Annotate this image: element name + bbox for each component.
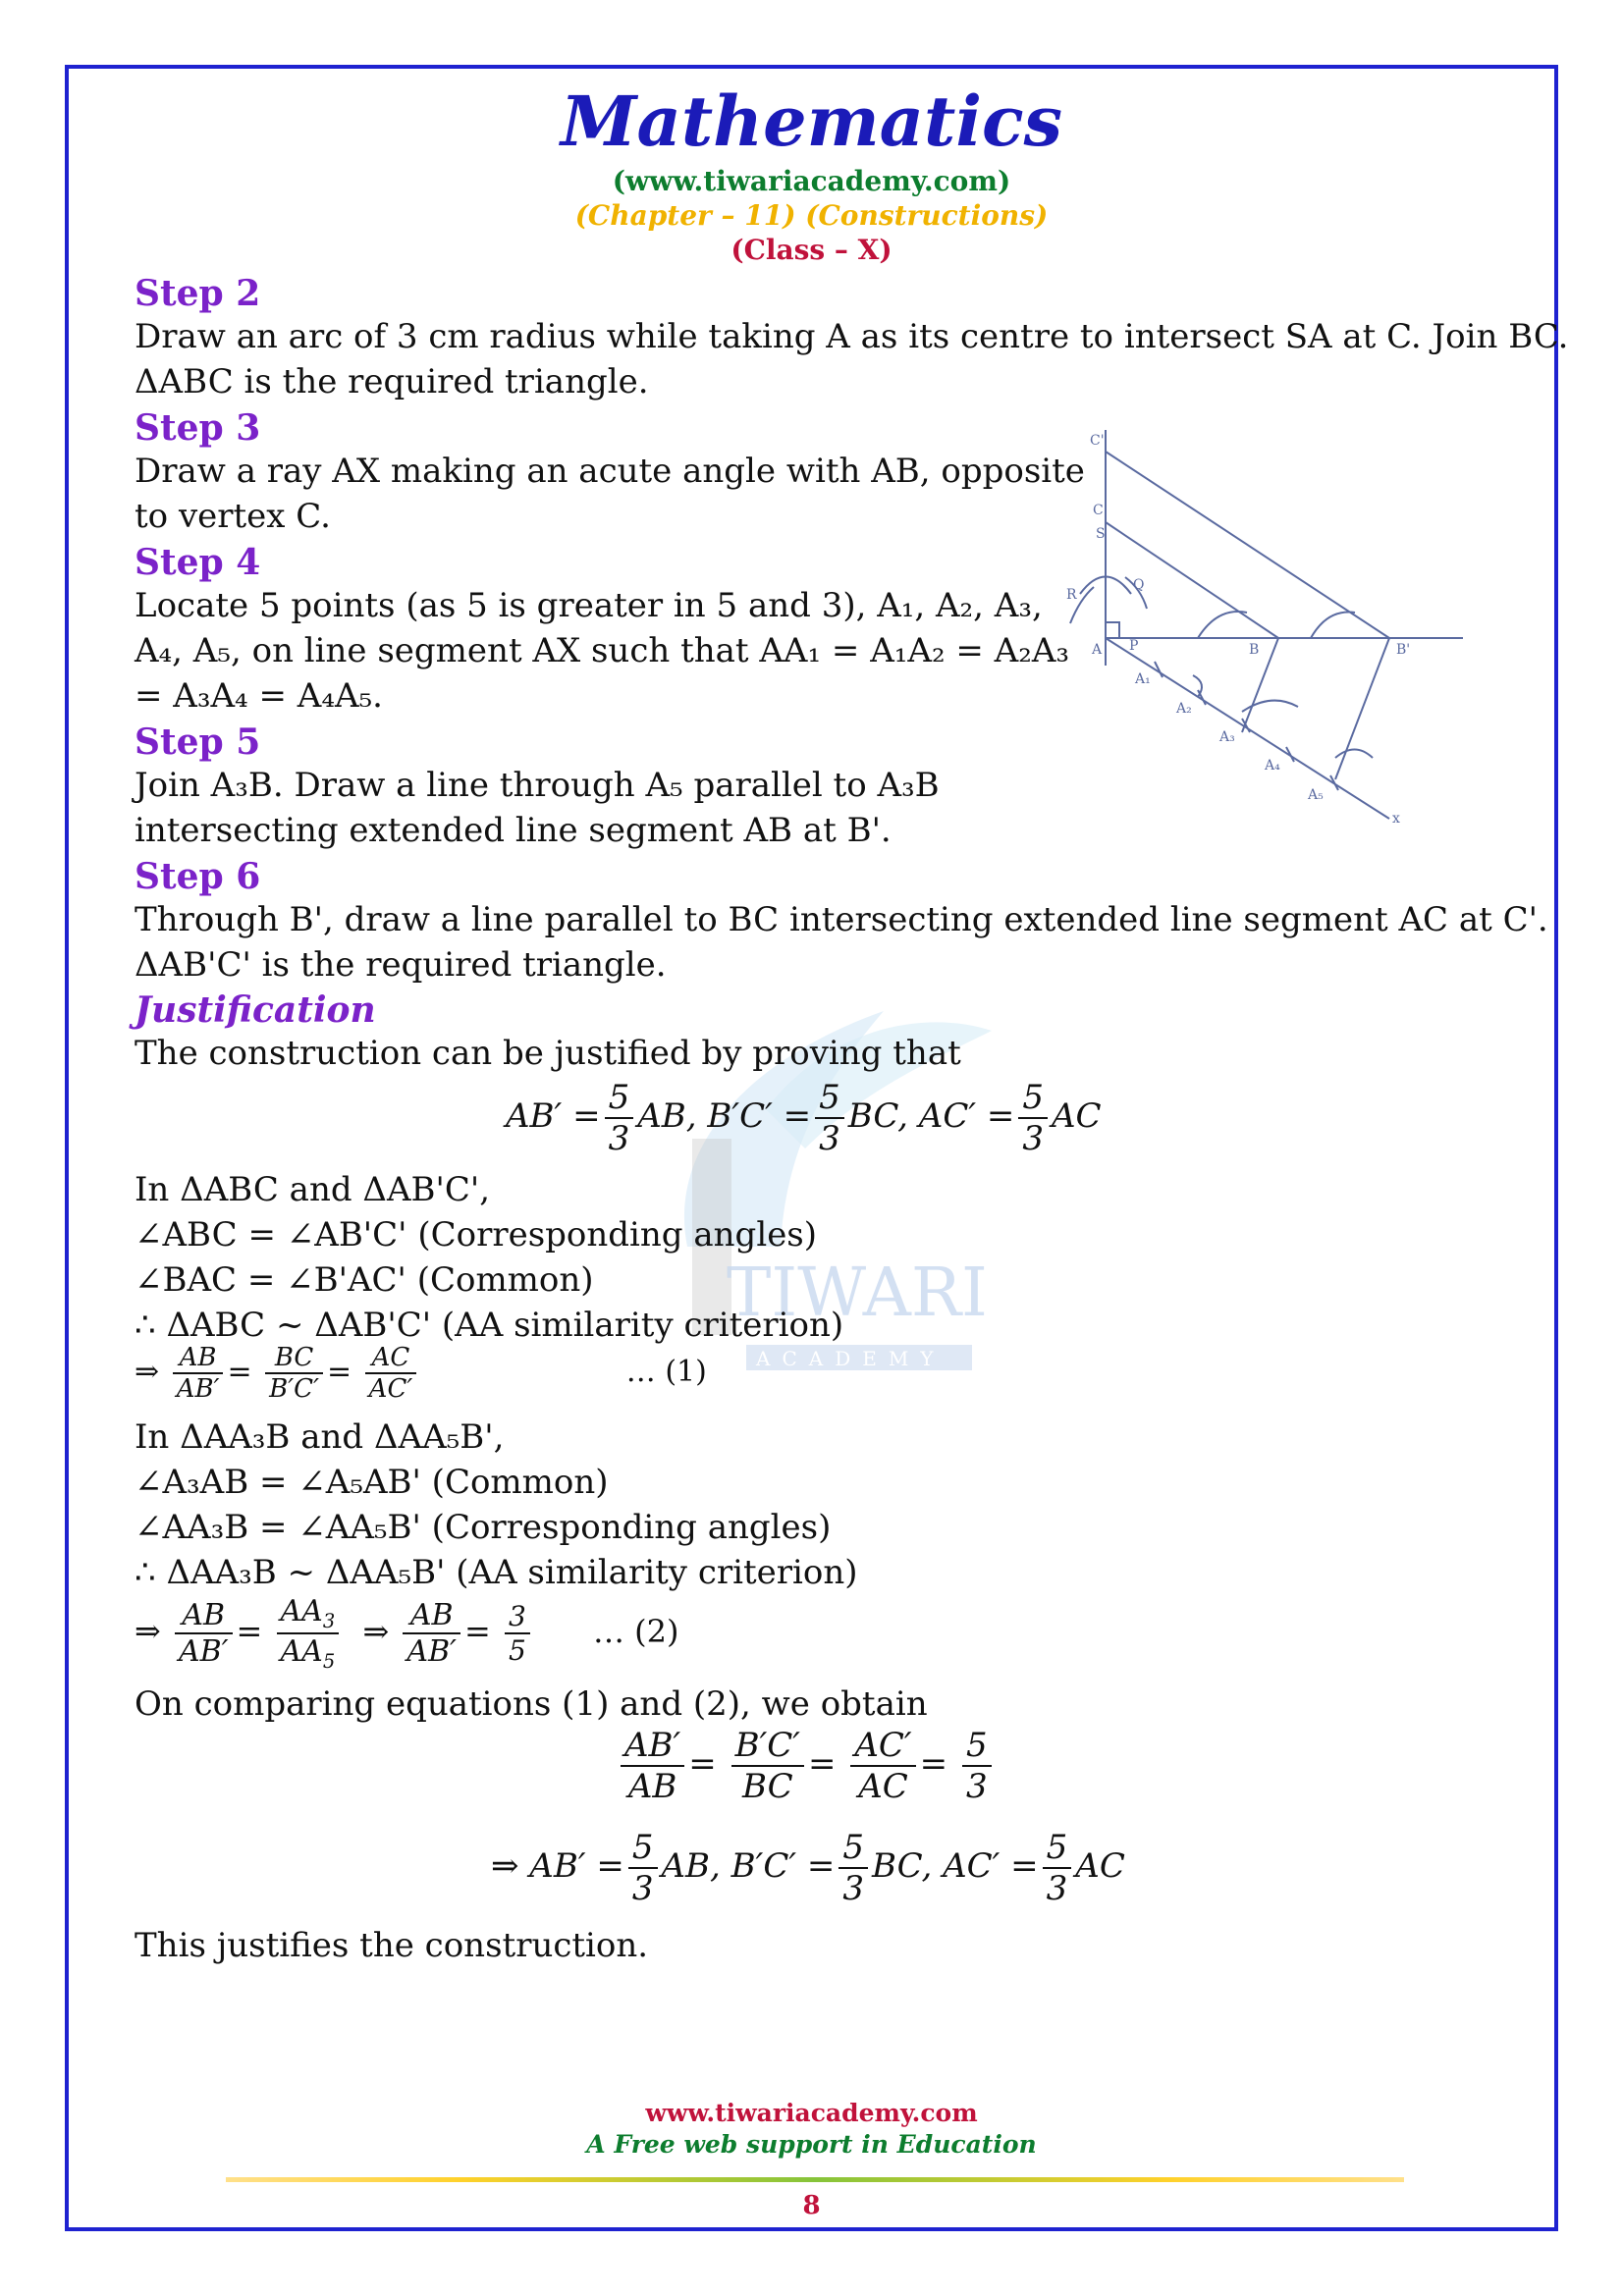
label-a5: A₅ [1308,787,1324,803]
step3-line2: to vertex C. [135,497,331,536]
step6-line2: ΔAB'C' is the required triangle. [135,945,667,985]
step6-heading: Step 6 [135,856,261,897]
step4-line1: Locate 5 points (as 5 is greater in 5 and 3), A₁, A₂, A₃, [135,586,1043,625]
justification-b2: ∠AA₃B = ∠AA₅B' (Corresponding angles) [135,1508,832,1547]
justification-compare: On comparing equations (1) and (2), we obtain [135,1684,928,1724]
footer-divider [226,2177,1404,2182]
page-title: Mathematics [561,80,1062,162]
chapter-label: (Chapter – 11) (Constructions) [574,199,1049,232]
justification-b3: ∴ ΔAA₃B ~ ΔAA₅B' (AA similarity criterion) [135,1553,858,1592]
justification-in2: In ΔAA₃B and ΔAA₅B', [135,1417,505,1457]
header-website: (www.tiwariacademy.com) [612,165,1011,197]
label-c-prime: C' [1090,433,1105,449]
justification-heading: Justification [135,989,376,1031]
step5-line1: Join A₃B. Draw a line through A₅ parallel to A₃B [135,766,940,805]
equation-1: ⇒ $\frac{AB}{AB'}$ = $\frac{BC}{B'C'}$ = $\frac{AC}{AC'}$ … (1) [135,1343,707,1404]
step2-line2: ΔABC is the required triangle. [135,362,649,401]
step2-heading: Step 2 [135,273,261,314]
label-r: R [1066,587,1077,603]
equation-3: $\frac{AB'}{AB}$ = $\frac{B'C'}{BC}$ = $\frac{AC'}{AC}$ = $\frac{5}{3}$ [617,1726,996,1806]
equation-0: AB′ = $\frac{5}{3}$ AB, B′C′ = $\frac{5}{3}$ BC, AC′ = $\frac{5}{3}$ AC [506,1078,1102,1158]
label-a3: A₃ [1219,729,1235,745]
footer-website-link[interactable]: www.tiwariacademy.com [645,2099,978,2127]
justification-a1: ∠ABC = ∠AB'C' (Corresponding angles) [135,1215,818,1255]
label-x: x [1392,811,1400,827]
justification-conclusion: This justifies the construction. [135,1926,649,1965]
label-c: C [1093,503,1104,518]
class-label: (Class – X) [730,234,893,266]
watermark-brand: TIWARI [727,1255,988,1332]
label-a1: A₁ [1135,671,1151,687]
watermark-sub: ACADEMY [756,1347,946,1370]
label-a2: A₂ [1176,701,1192,717]
step3-line1: Draw a ray AX making an acute angle with AB, opposite [135,452,1085,491]
label-a4: A₄ [1265,758,1280,774]
step5-heading: Step 5 [135,721,261,763]
label-a: A [1092,642,1103,658]
justification-b1: ∠A₃AB = ∠A₅AB' (Common) [135,1463,609,1502]
label-q: Q [1133,577,1145,593]
construction-figure [1051,412,1483,834]
equation-4: ⇒ AB′ = $\frac{5}{3}$ AB, B′C′ = $\frac{5}{3}$ BC, AC′ = $\frac{5}{3}$ AC [491,1828,1125,1908]
footer-tagline: A Free web support in Education [586,2130,1037,2159]
step4-line2: A₄, A₅, on line segment AX such that AA₁ = A₁A₂ = A₂A₃ [135,631,1070,670]
step3-heading: Step 3 [135,407,261,449]
label-s: S [1096,526,1106,542]
step2-line1: Draw an arc of 3 cm radius while taking A as its centre to intersect SA at C. Join BC. [135,317,1569,356]
justification-in1: In ΔABC and ΔAB'C', [135,1170,491,1209]
page-number: 8 [802,2191,821,2220]
step4-heading: Step 4 [135,542,261,583]
label-b: B [1249,642,1260,658]
step4-line3: = A₃A₄ = A₄A₅. [135,676,383,716]
equation-2: ⇒ $\frac{AB}{AB'}$ = $\frac{AA_3}{AA_5}$ ⇒ $\frac{AB}{AB'}$ = $\frac{3}{5}$ … (2) [135,1594,679,1673]
justification-a3: ∴ ΔABC ~ ΔAB'C' (AA similarity criterion) [135,1306,844,1345]
justification-a2: ∠BAC = ∠B'AC' (Common) [135,1260,594,1300]
step5-line2: intersecting extended line segment AB at B'. [135,811,892,850]
justification-intro: The construction can be justified by proving that [135,1034,961,1073]
label-p: P [1129,638,1139,654]
step6-line1: Through B', draw a line parallel to BC intersecting extended line segment AC at C'. [135,900,1548,939]
label-b-prime: B' [1396,642,1411,658]
